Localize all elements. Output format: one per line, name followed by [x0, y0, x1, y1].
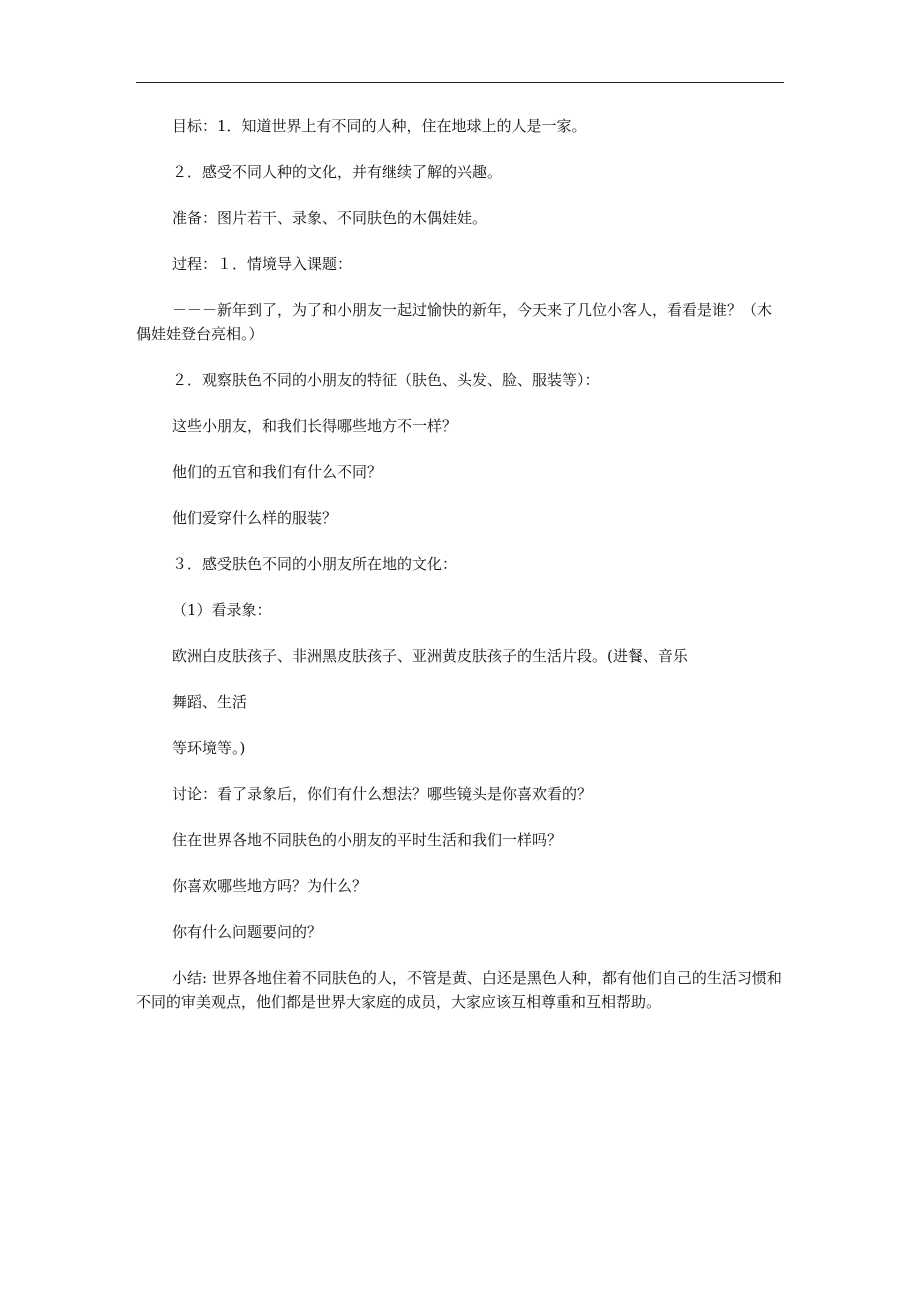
paragraph-process-1: 过程：１．情境导入课题：: [172, 255, 353, 273]
paragraph-discussion-q2: 你喜欢哪些地方吗？为什么？: [172, 877, 368, 895]
paragraph-process-2: ２．观察肤色不同的小朋友的特征（肤色、头发、脸、服装等）：: [172, 371, 600, 389]
paragraph-discussion-q3: 你有什么问题要问的？: [172, 923, 323, 941]
paragraph-process-3: ３．感受肤色不同的小朋友所在地的文化：: [172, 555, 458, 573]
paragraph-intro-scene: －－－新年到了，为了和小朋友一起过愉快的新年，今天来了几位小客人，看看是谁？（木偶娃娃登台亮相。）: [136, 301, 773, 343]
paragraph-question-1: 这些小朋友，和我们长得哪些地方不一样？: [172, 417, 458, 435]
paragraph-goal-2: ２．感受不同人种的文化，并有继续了解的兴趣。: [172, 163, 503, 181]
paragraph-video-content: 欧洲白皮肤孩子、非洲黑皮肤孩子、亚洲黄皮肤孩子的生活片段。(进餐、音乐: [172, 647, 688, 665]
document-body: [136, 114, 784, 1014]
header-rule: [136, 82, 784, 83]
paragraph-watch-video: （1）看录象：: [172, 601, 272, 619]
paragraph-discussion-q1: 住在世界各地不同肤色的小朋友的平时生活和我们一样吗？: [172, 831, 563, 849]
paragraph-question-2: 他们的五官和我们有什么不同？: [172, 463, 383, 481]
paragraph-preparation: 准备：图片若干、录象、不同肤色的木偶娃娃。: [172, 209, 488, 227]
paragraph-summary: 小结: 世界各地住着不同肤色的人，不管是黄、白还是黑色人种，都有他们自己的生活习惯和不同的审美观点，他们都是世界大家庭的成员，大家应该互相尊重和互相帮助。: [136, 969, 782, 1011]
paragraph-video-content-cont-2: 等环境等。): [172, 739, 246, 757]
paragraph-goal-1: 目标：1．知道世界上有不同的人种，住在地球上的人是一家。: [172, 117, 587, 135]
paragraph-video-content-cont-1: 舞蹈、生活: [172, 693, 248, 711]
paragraph-question-3: 他们爱穿什么样的服装？: [172, 509, 338, 527]
paragraph-discussion: 讨论：看了录象后，你们有什么想法？哪些镜头是你喜欢看的？: [172, 785, 593, 803]
